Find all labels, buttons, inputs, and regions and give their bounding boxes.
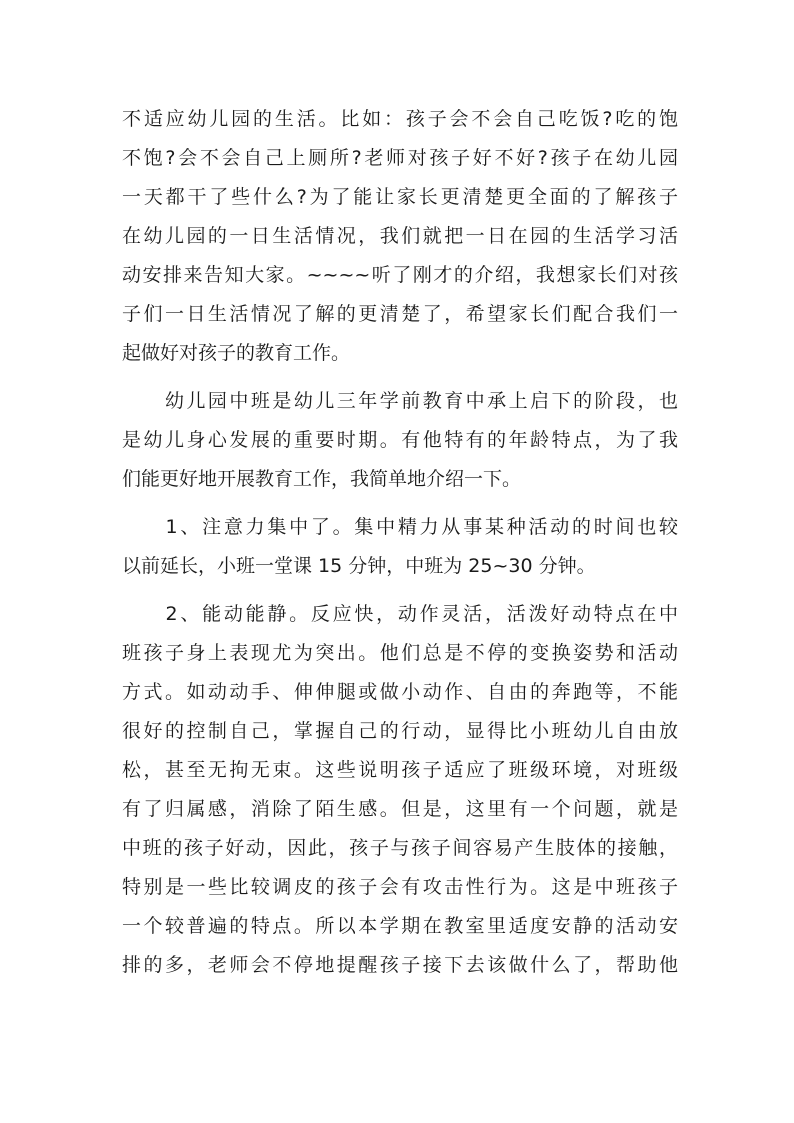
- paragraph-gap: [122, 499, 678, 508]
- text-line: 子们一日生活情况了解的更清楚了，希望家长们配合我们一: [122, 303, 678, 325]
- text-line: 起做好对孩子的教育工作。: [122, 342, 351, 364]
- text-line: 有了归属感，消除了陌生感。但是，这里有一个问题，就是: [122, 798, 678, 820]
- text-line: 们能更好地开展教育工作，我简单地介绍一下。: [122, 468, 522, 490]
- text-line: 以前延长，小班一堂课 15 分钟，中班为 25~30 分钟。: [122, 555, 596, 577]
- text-line: 是幼儿身心发展的重要时期。有他特有的年龄特点，为了我: [122, 429, 678, 451]
- text-line: 1、注意力集中了。集中精力从事某种活动的时间也较: [122, 516, 678, 538]
- text-line: 不适应幼儿园的生活。比如：孩子会不会自己吃饭?吃的饱: [122, 108, 678, 130]
- paragraph-gap: [122, 373, 678, 382]
- text-line: 排的多，老师会不停地提醒孩子接下去该做什么了，帮助他: [122, 954, 678, 976]
- text-line: 特别是一些比较调皮的孩子会有攻击性行为。这是中班孩子: [122, 876, 678, 898]
- text-line: 班孩子身上表现尤为突出。他们总是不停的变换姿势和活动: [122, 642, 678, 664]
- text-line: 中班的孩子好动，因此，孩子与孩子间容易产生肢体的接触，: [122, 837, 678, 859]
- paragraph-gap: [122, 586, 678, 595]
- paragraph-4: [122, 595, 678, 985]
- document-page: [122, 100, 678, 985]
- text-line: 一天都干了些什么?为了能让家长更清楚更全面的了解孩子: [122, 186, 678, 208]
- text-line: 松，甚至无拘无束。这些说明孩子适应了班级环境，对班级: [122, 759, 678, 781]
- text-line: 2、能动能静。反应快，动作灵活，活泼好动特点在中: [122, 603, 678, 625]
- text-line: 方式。如动动手、伸伸腿或做小动作、自由的奔跑等，不能: [122, 681, 678, 703]
- paragraph-1: [122, 100, 678, 373]
- text-line: 幼儿园中班是幼儿三年学前教育中承上启下的阶段，也: [122, 390, 678, 412]
- paragraph-3: [122, 508, 678, 586]
- text-line: 一个较普遍的特点。所以本学期在教室里适度安静的活动安: [122, 915, 678, 937]
- text-line: 在幼儿园的一日生活情况，我们就把一日在园的生活学习活: [122, 225, 678, 247]
- text-line: 不饱?会不会自己上厕所?老师对孩子好不好?孩子在幼儿园: [122, 147, 678, 169]
- paragraph-2: [122, 382, 678, 499]
- text-line: 动安排来告知大家。~~~~听了刚才的介绍，我想家长们对孩: [122, 264, 678, 286]
- text-line: 很好的控制自己，掌握自己的行动，显得比小班幼儿自由放: [122, 720, 678, 742]
